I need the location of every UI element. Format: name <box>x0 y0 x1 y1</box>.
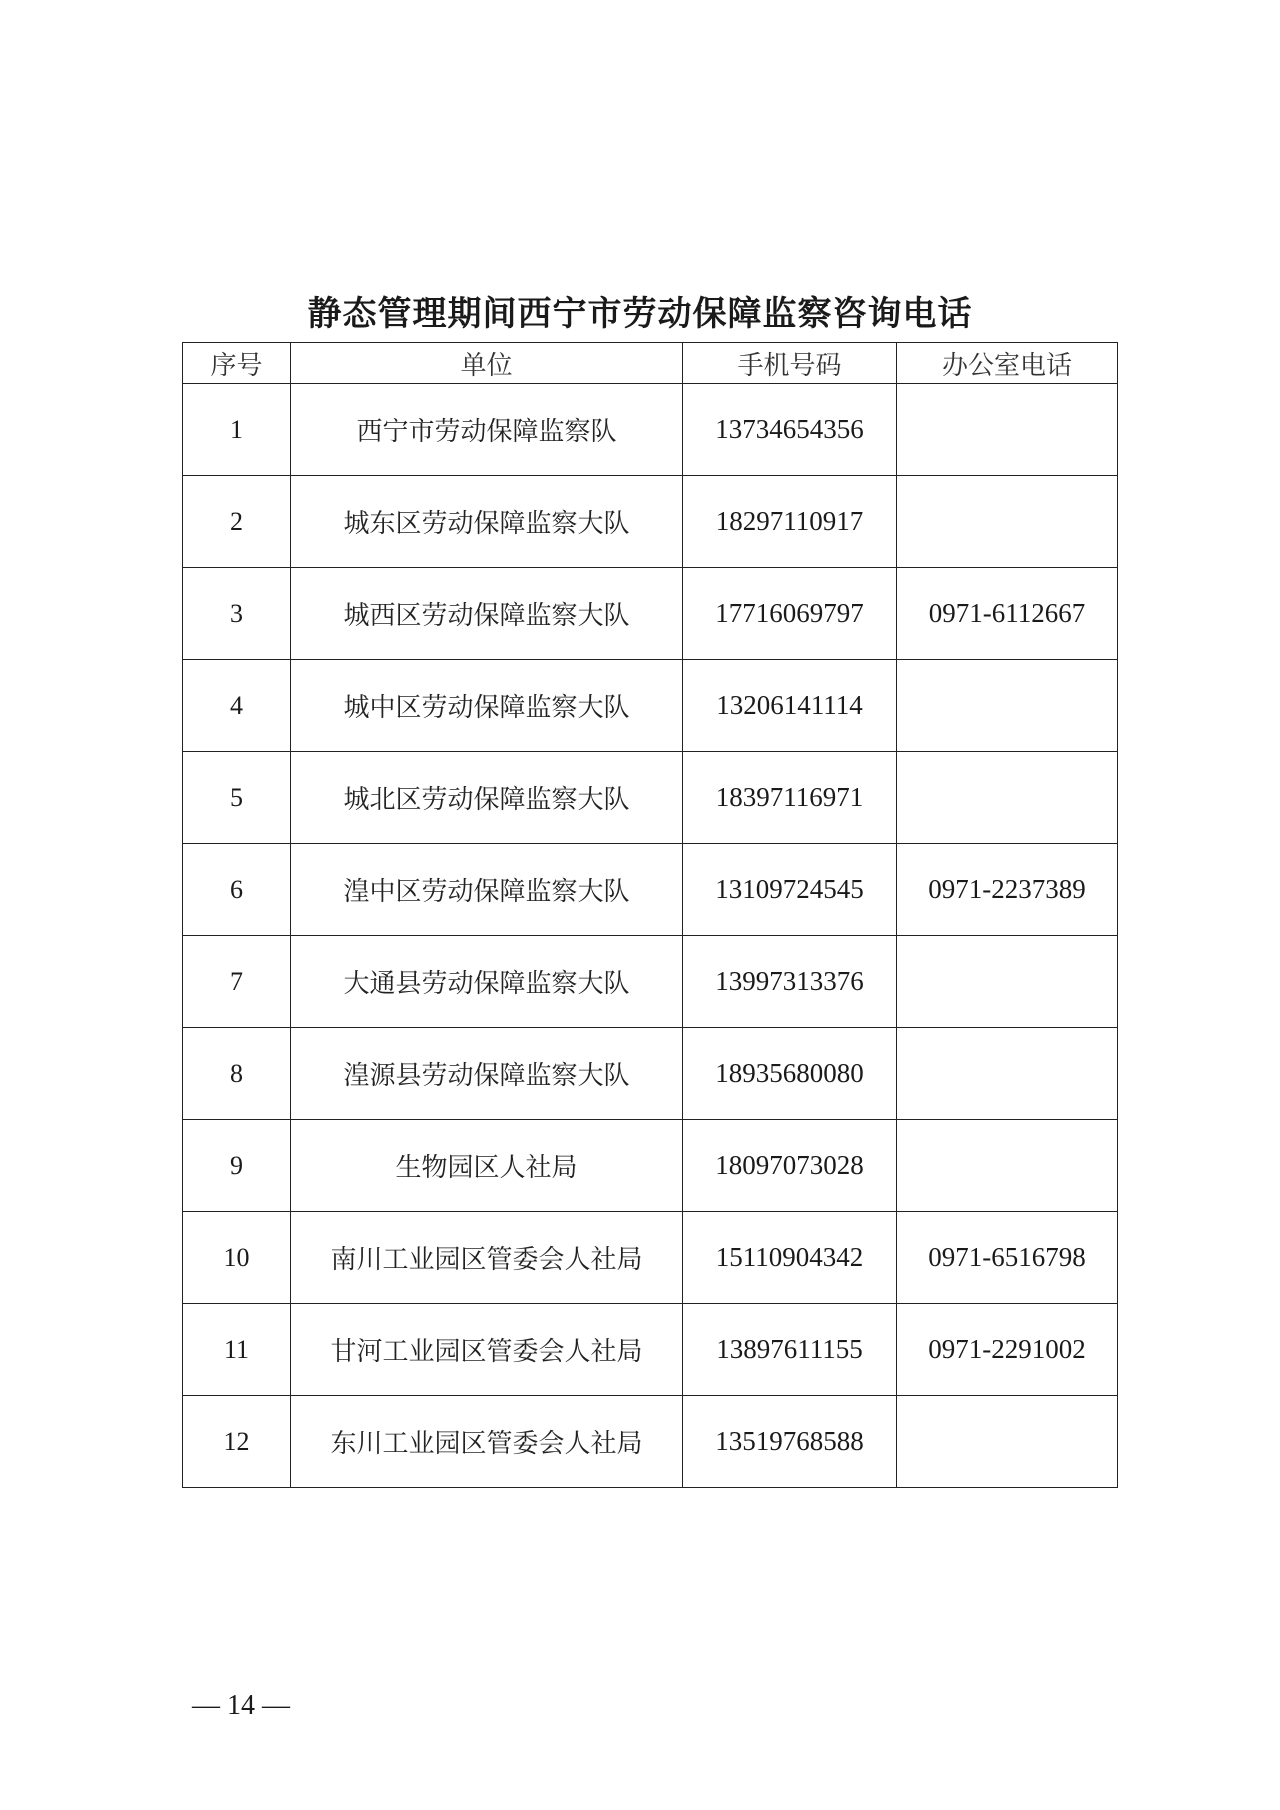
row-unit: 城中区劳动保障监察大队 <box>291 660 683 752</box>
row-unit: 大通县劳动保障监察大队 <box>291 936 683 1028</box>
row-office-phone <box>897 384 1118 476</box>
row-unit: 西宁市劳动保障监察队 <box>291 384 683 476</box>
table-row <box>183 1028 1118 1120</box>
row-office-phone <box>897 1120 1118 1212</box>
row-mobile: 18397116971 <box>683 752 897 844</box>
table-row <box>183 1212 1118 1304</box>
contact-table <box>182 342 1118 1488</box>
row-unit: 城西区劳动保障监察大队 <box>291 568 683 660</box>
row-mobile: 13734654356 <box>683 384 897 476</box>
row-office-phone: 0971-6112667 <box>897 568 1118 660</box>
row-index: 8 <box>183 1028 291 1120</box>
table-row <box>183 660 1118 752</box>
page-number: — 14 — <box>192 1690 290 1721</box>
header-unit: 单位 <box>291 343 683 384</box>
row-unit: 生物园区人社局 <box>291 1120 683 1212</box>
row-office-phone: 0971-6516798 <box>897 1212 1118 1304</box>
table-row <box>183 1396 1118 1488</box>
row-index: 1 <box>183 384 291 476</box>
table-row <box>183 476 1118 568</box>
table-row <box>183 844 1118 936</box>
row-mobile: 17716069797 <box>683 568 897 660</box>
row-mobile: 18297110917 <box>683 476 897 568</box>
row-office-phone <box>897 1396 1118 1488</box>
table-row <box>183 568 1118 660</box>
row-index: 3 <box>183 568 291 660</box>
row-mobile: 13897611155 <box>683 1304 897 1396</box>
row-mobile: 13997313376 <box>683 936 897 1028</box>
row-index: 4 <box>183 660 291 752</box>
table-row <box>183 752 1118 844</box>
row-office-phone: 0971-2237389 <box>897 844 1118 936</box>
row-mobile: 13206141114 <box>683 660 897 752</box>
row-index: 12 <box>183 1396 291 1488</box>
row-unit: 湟中区劳动保障监察大队 <box>291 844 683 936</box>
row-office-phone <box>897 476 1118 568</box>
row-index: 2 <box>183 476 291 568</box>
page-title: 静态管理期间西宁市劳动保障监察咨询电话 <box>307 294 973 334</box>
row-mobile: 18097073028 <box>683 1120 897 1212</box>
table-row <box>183 1120 1118 1212</box>
row-index: 6 <box>183 844 291 936</box>
row-office-phone <box>897 752 1118 844</box>
row-office-phone: 0971-2291002 <box>897 1304 1118 1396</box>
row-index: 5 <box>183 752 291 844</box>
header-index: 序号 <box>183 343 291 384</box>
header-office-phone: 办公室电话 <box>897 343 1118 384</box>
row-office-phone <box>897 936 1118 1028</box>
table-header-row <box>183 343 1118 384</box>
row-unit: 东川工业园区管委会人社局 <box>291 1396 683 1488</box>
row-unit: 南川工业园区管委会人社局 <box>291 1212 683 1304</box>
row-office-phone <box>897 1028 1118 1120</box>
row-unit: 甘河工业园区管委会人社局 <box>291 1304 683 1396</box>
header-mobile: 手机号码 <box>683 343 897 384</box>
row-index: 10 <box>183 1212 291 1304</box>
row-index: 7 <box>183 936 291 1028</box>
row-unit: 湟源县劳动保障监察大队 <box>291 1028 683 1120</box>
row-mobile: 13519768588 <box>683 1396 897 1488</box>
row-index: 9 <box>183 1120 291 1212</box>
row-office-phone <box>897 660 1118 752</box>
table-row <box>183 936 1118 1028</box>
row-mobile: 13109724545 <box>683 844 897 936</box>
row-mobile: 15110904342 <box>683 1212 897 1304</box>
table-row <box>183 384 1118 476</box>
row-unit: 城东区劳动保障监察大队 <box>291 476 683 568</box>
row-unit: 城北区劳动保障监察大队 <box>291 752 683 844</box>
row-index: 11 <box>183 1304 291 1396</box>
row-mobile: 18935680080 <box>683 1028 897 1120</box>
table-row <box>183 1304 1118 1396</box>
